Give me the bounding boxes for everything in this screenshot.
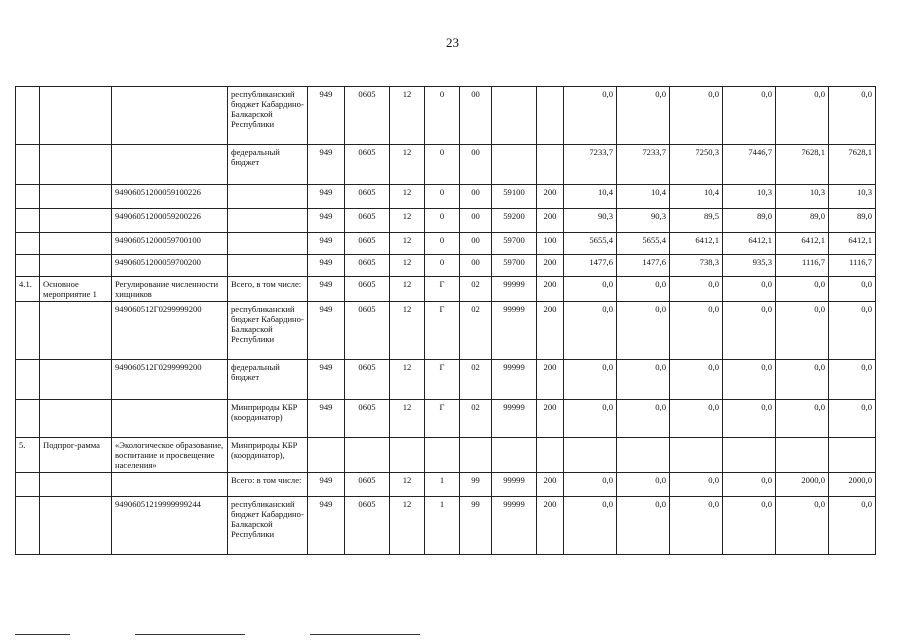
cell-y3: 0,0: [670, 473, 723, 497]
cell-y6: 10,3: [829, 185, 876, 209]
cell-name: [40, 255, 112, 277]
cell-y3: 0,0: [670, 497, 723, 555]
cell-st1: 0: [425, 145, 460, 185]
cell-y5: 0,0: [776, 497, 829, 555]
footer-line-middle: [135, 634, 245, 635]
cell-st1: Г: [425, 302, 460, 360]
cell-code: 94906051200059100226: [112, 185, 228, 209]
cell-y3: 0,0: [670, 87, 723, 145]
cell-y2: 0,0: [617, 87, 670, 145]
cell-code: [112, 473, 228, 497]
cell-vr: 200: [537, 185, 564, 209]
cell-y6: 0,0: [829, 87, 876, 145]
cell-vr: 200: [537, 255, 564, 277]
cell-st1: 1: [425, 497, 460, 555]
cell-st1: 0: [425, 87, 460, 145]
cell-rz: 0605: [345, 473, 390, 497]
cell-y3: [670, 438, 723, 473]
cell-code: [112, 145, 228, 185]
cell-vr: 200: [537, 277, 564, 302]
cell-y2: 0,0: [617, 400, 670, 438]
table-row: [16, 438, 876, 473]
cell-code: [112, 87, 228, 145]
cell-y2: 7233,7: [617, 145, 670, 185]
cell-y5: 89,0: [776, 209, 829, 233]
cell-pr: 12: [390, 302, 425, 360]
cell-rz: 0605: [345, 209, 390, 233]
cell-source: [228, 255, 308, 277]
cell-name: [40, 145, 112, 185]
cell-st3: 99999: [492, 277, 537, 302]
cell-y3: 738,3: [670, 255, 723, 277]
cell-number: [16, 145, 40, 185]
cell-number: [16, 87, 40, 145]
cell-gp: 949: [308, 145, 345, 185]
cell-y2: 10,4: [617, 185, 670, 209]
cell-y2: 90,3: [617, 209, 670, 233]
cell-rz: 0605: [345, 400, 390, 438]
cell-y4: 0,0: [723, 302, 776, 360]
cell-rz: 0605: [345, 87, 390, 145]
footer-line-right: [310, 634, 420, 635]
cell-name: [40, 233, 112, 255]
cell-number: [16, 255, 40, 277]
cell-y5: 6412,1: [776, 233, 829, 255]
cell-st1: 1: [425, 473, 460, 497]
cell-st1: [425, 438, 460, 473]
cell-name: [40, 360, 112, 400]
cell-y4: 0,0: [723, 87, 776, 145]
cell-pr: 12: [390, 360, 425, 400]
cell-y1: 0,0: [564, 277, 617, 302]
cell-st2: 00: [460, 145, 492, 185]
cell-gp: 949: [308, 497, 345, 555]
table-row: [16, 302, 876, 360]
table-row: [16, 87, 876, 145]
cell-number: [16, 497, 40, 555]
cell-y6: 0,0: [829, 497, 876, 555]
cell-gp: [308, 438, 345, 473]
cell-rz: [345, 438, 390, 473]
cell-y3: 0,0: [670, 277, 723, 302]
cell-gp: 949: [308, 277, 345, 302]
cell-rz: 0605: [345, 360, 390, 400]
cell-gp: 949: [308, 209, 345, 233]
cell-code: Регулирование численности хищников: [112, 277, 228, 302]
cell-y5: 0,0: [776, 400, 829, 438]
cell-y5: 1116,7: [776, 255, 829, 277]
cell-pr: 12: [390, 497, 425, 555]
cell-pr: 12: [390, 145, 425, 185]
cell-y4: 0,0: [723, 277, 776, 302]
table-row: [16, 277, 876, 302]
cell-y2: 0,0: [617, 497, 670, 555]
cell-st2: 02: [460, 302, 492, 360]
cell-number: [16, 233, 40, 255]
cell-st1: 0: [425, 185, 460, 209]
cell-pr: 12: [390, 400, 425, 438]
cell-y5: 2000,0: [776, 473, 829, 497]
cell-name: [40, 400, 112, 438]
cell-y4: 0,0: [723, 473, 776, 497]
cell-st1: 0: [425, 209, 460, 233]
cell-y1: 90,3: [564, 209, 617, 233]
cell-pr: 12: [390, 185, 425, 209]
cell-rz: 0605: [345, 145, 390, 185]
cell-st3: 99999: [492, 400, 537, 438]
cell-st3: 59700: [492, 233, 537, 255]
cell-pr: 12: [390, 209, 425, 233]
cell-y1: 1477,6: [564, 255, 617, 277]
cell-source: [228, 233, 308, 255]
cell-y1: 0,0: [564, 473, 617, 497]
cell-gp: 949: [308, 400, 345, 438]
cell-st2: 00: [460, 209, 492, 233]
cell-source: республиканский бюджет Кабардино-Балкарской Республики: [228, 302, 308, 360]
cell-st1: Г: [425, 277, 460, 302]
cell-y3: 6412,1: [670, 233, 723, 255]
cell-name: [40, 302, 112, 360]
cell-y5: 7628,1: [776, 145, 829, 185]
cell-name: [40, 87, 112, 145]
cell-st2: [460, 438, 492, 473]
cell-vr: [537, 87, 564, 145]
cell-st2: 00: [460, 87, 492, 145]
cell-pr: 12: [390, 277, 425, 302]
cell-name: Основное мероприятие 1: [40, 277, 112, 302]
cell-y6: 2000,0: [829, 473, 876, 497]
table-row: [16, 209, 876, 233]
table-row: [16, 497, 876, 555]
cell-y1: 0,0: [564, 302, 617, 360]
cell-source: федеральный бюджет: [228, 145, 308, 185]
cell-st3: [492, 145, 537, 185]
cell-pr: 12: [390, 87, 425, 145]
cell-y6: 6412,1: [829, 233, 876, 255]
cell-gp: 949: [308, 302, 345, 360]
cell-source: республиканский бюджет Кабардино-Балкарской Республики: [228, 497, 308, 555]
cell-name: [40, 497, 112, 555]
cell-st3: 99999: [492, 360, 537, 400]
cell-y2: 0,0: [617, 360, 670, 400]
cell-st2: 02: [460, 360, 492, 400]
cell-gp: 949: [308, 473, 345, 497]
cell-y1: 0,0: [564, 360, 617, 400]
cell-st3: 99999: [492, 473, 537, 497]
table-row: [16, 255, 876, 277]
cell-code: 949060512Г0299999200: [112, 360, 228, 400]
cell-y1: 10,4: [564, 185, 617, 209]
cell-y3: 0,0: [670, 400, 723, 438]
cell-code: 94906051200059200226: [112, 209, 228, 233]
cell-y1: [564, 438, 617, 473]
cell-vr: 200: [537, 497, 564, 555]
cell-gp: 949: [308, 87, 345, 145]
cell-number: 5.: [16, 438, 40, 473]
cell-st2: 99: [460, 473, 492, 497]
cell-y1: 7233,7: [564, 145, 617, 185]
cell-number: 4.1.: [16, 277, 40, 302]
cell-vr: [537, 438, 564, 473]
cell-st2: 00: [460, 233, 492, 255]
cell-number: [16, 360, 40, 400]
cell-y4: 6412,1: [723, 233, 776, 255]
cell-gp: 949: [308, 233, 345, 255]
cell-pr: 12: [390, 233, 425, 255]
cell-gp: 949: [308, 255, 345, 277]
cell-y6: 89,0: [829, 209, 876, 233]
cell-name: [40, 185, 112, 209]
cell-y3: 89,5: [670, 209, 723, 233]
cell-y1: 5655,4: [564, 233, 617, 255]
cell-number: [16, 473, 40, 497]
cell-vr: 200: [537, 400, 564, 438]
cell-rz: 0605: [345, 302, 390, 360]
cell-st1: Г: [425, 400, 460, 438]
cell-y3: 0,0: [670, 302, 723, 360]
cell-rz: 0605: [345, 233, 390, 255]
cell-pr: 12: [390, 255, 425, 277]
cell-y6: 1116,7: [829, 255, 876, 277]
cell-source: Всего, в том числе:: [228, 277, 308, 302]
cell-y2: [617, 438, 670, 473]
cell-y2: 1477,6: [617, 255, 670, 277]
cell-code: «Экологическое образование, воспитание и просвещение населения»: [112, 438, 228, 473]
cell-source: [228, 209, 308, 233]
cell-number: [16, 400, 40, 438]
cell-name: [40, 209, 112, 233]
cell-st2: 02: [460, 277, 492, 302]
cell-pr: 12: [390, 473, 425, 497]
cell-st2: 02: [460, 400, 492, 438]
cell-y5: 0,0: [776, 360, 829, 400]
cell-code: 94906051200059700200: [112, 255, 228, 277]
cell-st3: 59100: [492, 185, 537, 209]
cell-gp: 949: [308, 185, 345, 209]
cell-y1: 0,0: [564, 497, 617, 555]
cell-y5: 10,3: [776, 185, 829, 209]
cell-code: 949060512Г0299999200: [112, 302, 228, 360]
cell-y5: 0,0: [776, 87, 829, 145]
cell-y6: [829, 438, 876, 473]
cell-vr: 200: [537, 473, 564, 497]
cell-vr: [537, 145, 564, 185]
cell-st2: 00: [460, 185, 492, 209]
table-row: [16, 360, 876, 400]
cell-vr: 200: [537, 209, 564, 233]
cell-y2: 5655,4: [617, 233, 670, 255]
budget-table: [15, 86, 876, 555]
cell-gp: 949: [308, 360, 345, 400]
page-number: 23: [446, 35, 459, 50]
cell-vr: 200: [537, 360, 564, 400]
cell-st3: 59200: [492, 209, 537, 233]
table-row: [16, 185, 876, 209]
cell-st3: [492, 438, 537, 473]
cell-y6: 0,0: [829, 360, 876, 400]
footer-line-left: [15, 634, 70, 635]
cell-y4: [723, 438, 776, 473]
cell-y5: [776, 438, 829, 473]
cell-y2: 0,0: [617, 302, 670, 360]
cell-number: [16, 302, 40, 360]
cell-st2: 99: [460, 497, 492, 555]
table-row: [16, 233, 876, 255]
cell-y3: 0,0: [670, 360, 723, 400]
cell-source: Минприроды КБР (координатор),: [228, 438, 308, 473]
cell-source: Всего: в том числе:: [228, 473, 308, 497]
cell-source: Минприроды КБР (координатор): [228, 400, 308, 438]
cell-rz: 0605: [345, 255, 390, 277]
cell-y4: 935,3: [723, 255, 776, 277]
cell-pr: [390, 438, 425, 473]
cell-st3: 99999: [492, 302, 537, 360]
cell-rz: 0605: [345, 185, 390, 209]
cell-st1: Г: [425, 360, 460, 400]
cell-st2: 00: [460, 255, 492, 277]
cell-y6: 0,0: [829, 400, 876, 438]
table-row: [16, 400, 876, 438]
cell-y3: 10,4: [670, 185, 723, 209]
cell-code: 94906051219999999244: [112, 497, 228, 555]
cell-rz: 0605: [345, 277, 390, 302]
cell-number: [16, 209, 40, 233]
cell-vr: 100: [537, 233, 564, 255]
cell-y4: 7446,7: [723, 145, 776, 185]
cell-st3: 59700: [492, 255, 537, 277]
cell-name: Подпрог-рамма: [40, 438, 112, 473]
cell-number: [16, 185, 40, 209]
cell-y3: 7250,3: [670, 145, 723, 185]
cell-rz: 0605: [345, 497, 390, 555]
cell-y5: 0,0: [776, 277, 829, 302]
cell-y4: 0,0: [723, 400, 776, 438]
cell-st3: 99999: [492, 497, 537, 555]
table-row: [16, 145, 876, 185]
cell-st3: [492, 87, 537, 145]
cell-y6: 0,0: [829, 302, 876, 360]
cell-y2: 0,0: [617, 277, 670, 302]
cell-y2: 0,0: [617, 473, 670, 497]
cell-code: 94906051200059700100: [112, 233, 228, 255]
table-row: [16, 473, 876, 497]
cell-y4: 10,3: [723, 185, 776, 209]
cell-y6: 0,0: [829, 277, 876, 302]
cell-y5: 0,0: [776, 302, 829, 360]
cell-st1: 0: [425, 255, 460, 277]
cell-source: федеральный бюджет: [228, 360, 308, 400]
cell-y1: 0,0: [564, 400, 617, 438]
cell-y1: 0,0: [564, 87, 617, 145]
cell-st1: 0: [425, 233, 460, 255]
cell-vr: 200: [537, 302, 564, 360]
cell-y6: 7628,1: [829, 145, 876, 185]
cell-name: [40, 473, 112, 497]
cell-y4: 0,0: [723, 497, 776, 555]
cell-y4: 89,0: [723, 209, 776, 233]
cell-source: республиканский бюджет Кабардино-Балкарской Республики: [228, 87, 308, 145]
cell-code: [112, 400, 228, 438]
cell-source: [228, 185, 308, 209]
cell-y4: 0,0: [723, 360, 776, 400]
